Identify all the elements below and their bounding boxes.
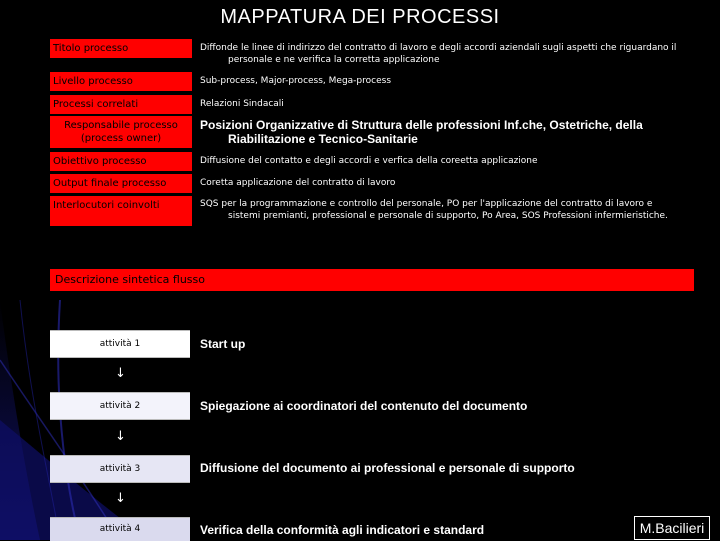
- activity-box-4: attività 4: [50, 517, 190, 541]
- label-processi-correlati: Processi correlati: [50, 95, 192, 114]
- value-livello-processo: Sub-process, Major-process, Mega-process: [200, 76, 392, 86]
- value-line: Posizioni Organizzative di Struttura delle professioni Inf.che, Ostetriche, della: [200, 118, 643, 132]
- description-header: Descrizione sintetica flusso: [50, 269, 694, 291]
- arrow-down-icon: ↓: [115, 491, 126, 506]
- activity-box-1: attività 1: [50, 330, 190, 358]
- label-titolo-processo: Titolo processo: [50, 39, 192, 58]
- arrow-down-icon: ↓: [115, 366, 126, 381]
- value-output-finale: Coretta applicazione del contratto di lavoro: [200, 178, 396, 188]
- value-processi-correlati: Relazioni Sindacali: [200, 99, 284, 109]
- value-line: Diffonde le linee di indirizzo del contratto di lavoro e degli accordi aziendali sugli aspetti che riguardano il: [200, 43, 677, 53]
- label-output-finale: Output finale processo: [50, 174, 192, 193]
- author-badge: M.Bacilieri: [634, 516, 710, 540]
- arrow-down-icon: ↓: [115, 429, 126, 444]
- activity-box-2: attività 2: [50, 392, 190, 420]
- label-obiettivo-processo: Obiettivo processo: [50, 152, 192, 171]
- value-titolo-processo: [200, 42, 700, 66]
- label-livello-processo: Livello processo: [50, 72, 192, 91]
- activity-description-4: Verifica della conformità agli indicatori e standard: [200, 523, 485, 537]
- label-line: Responsabile processo: [64, 120, 178, 131]
- activity-description-2: Spiegazione ai coordinatori del contenuto del documento: [200, 399, 528, 413]
- label-line: (process owner): [80, 133, 162, 144]
- value-line: SQS per la programmazione e controllo del personale, PO per l'applicazione del contratto di lavoro e: [200, 199, 653, 209]
- value-line: sistemi premianti, professional e personale di supporto, Po Area, SOS Professioni infermieristiche.: [228, 211, 668, 221]
- value-interlocutori: [200, 198, 700, 222]
- label-interlocutori: Interlocutori coinvolti: [50, 196, 192, 226]
- value-line: Riabilitazione e Tecnico-Sanitarie: [228, 132, 418, 146]
- value-responsabile-processo: [200, 118, 700, 146]
- label-responsabile-processo: [50, 116, 192, 148]
- activity-box-3: attività 3: [50, 455, 190, 483]
- activity-description-3: Diffusione del documento ai professional e personale di supporto: [200, 461, 575, 475]
- value-obiettivo-processo: Diffusione del contatto e degli accordi e verfica della coreetta applicazione: [200, 156, 538, 166]
- value-line: personale e ne verifica la corretta applicazione: [228, 55, 440, 65]
- slide-title: MAPPATURA DEI PROCESSI: [220, 6, 500, 28]
- activity-description-1: Start up: [200, 337, 246, 351]
